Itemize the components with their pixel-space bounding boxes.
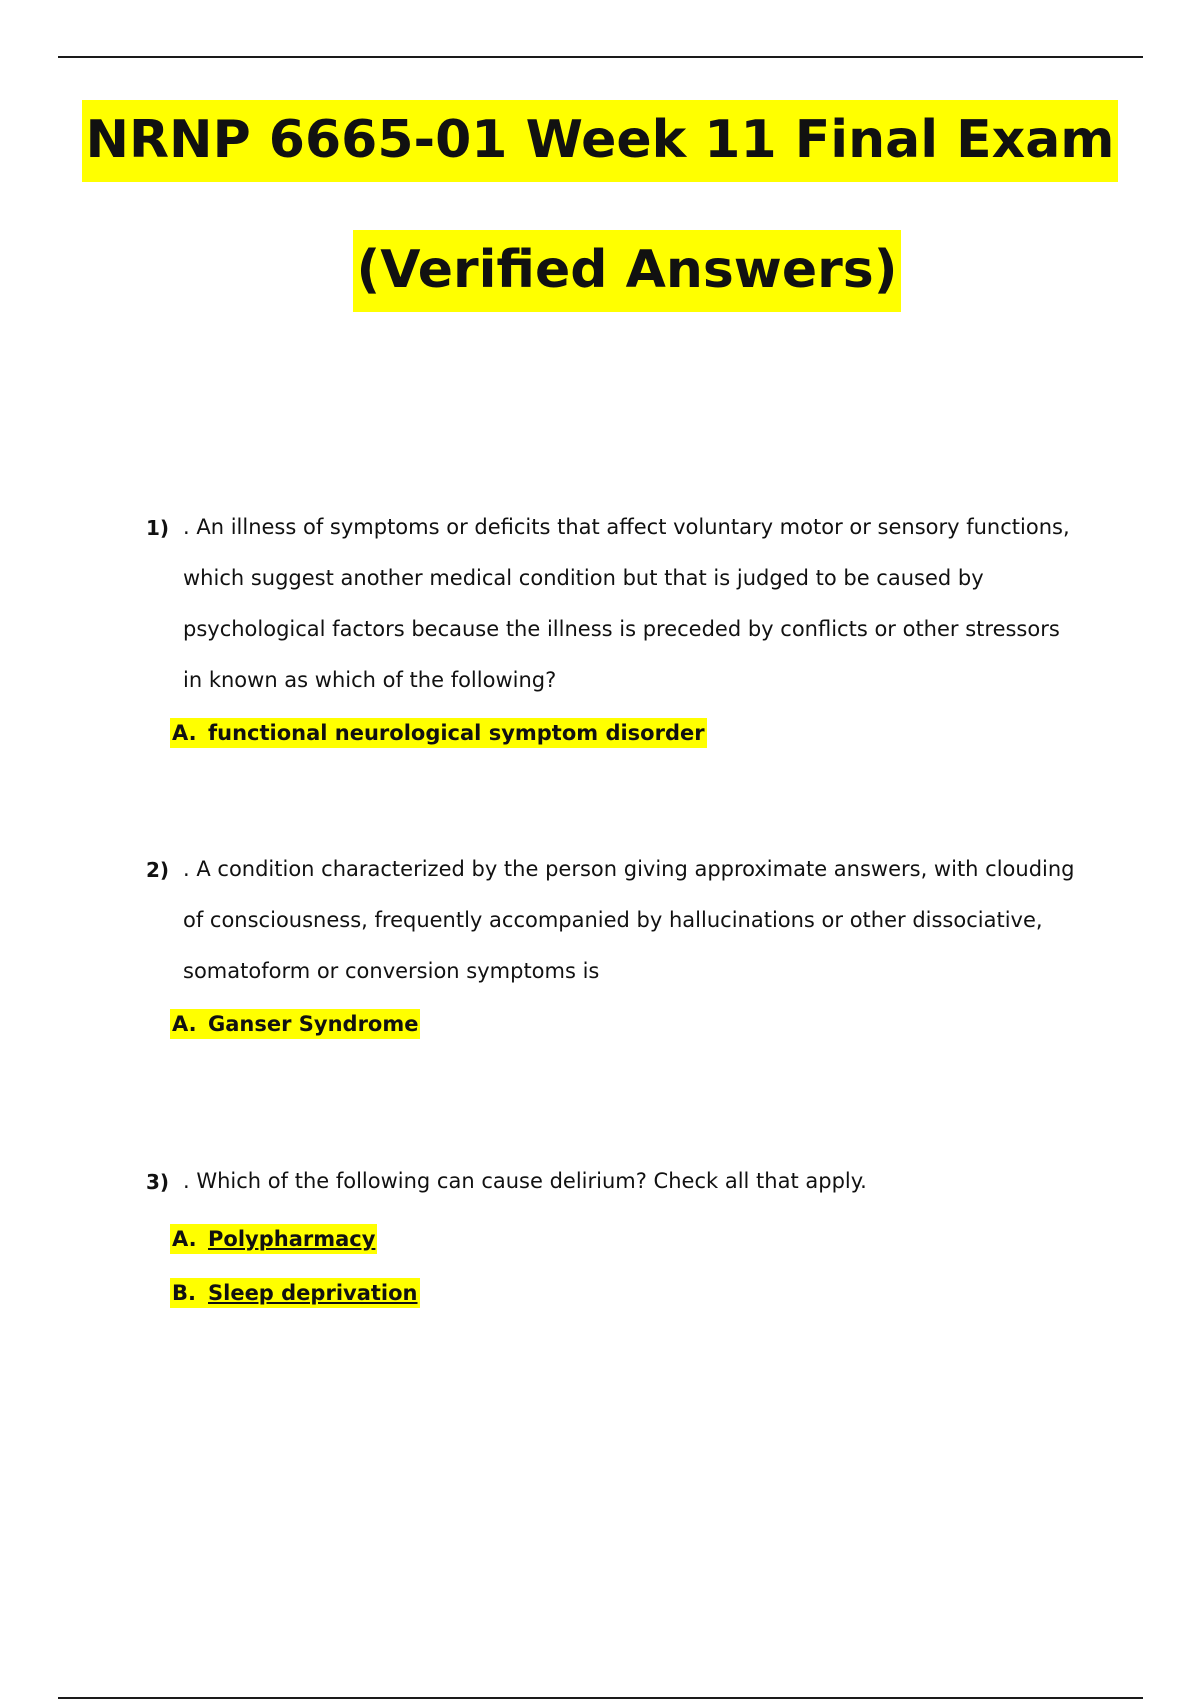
question-number: 1) — [146, 516, 170, 540]
question-text: . Which of the following can cause delirium? Check all that apply. — [183, 1169, 867, 1193]
answer-letter: B. — [172, 1281, 196, 1305]
answer-letter: A. — [172, 721, 197, 745]
question-number: 2) — [146, 858, 170, 882]
question-3-answer-b — [170, 1278, 420, 1308]
title-line-2: (Verified Answers) — [353, 230, 902, 312]
answer-text: Polypharmacy — [208, 1227, 376, 1251]
answer-letter: A. — [172, 1227, 197, 1251]
question-2-answer-a — [170, 1009, 420, 1039]
question-text: . A condition characterized by the person giving approximate answers, with clouding of consciousness, frequently accompanied by hallucinations or other dissociative, somatoform or conversion symptoms is — [183, 857, 1075, 983]
answer-text: functional neurological symptom disorder — [208, 721, 705, 745]
answer-text: Sleep deprivation — [208, 1281, 418, 1305]
bottom-rule — [58, 1697, 1143, 1699]
answer-text: Ganser Syndrome — [208, 1012, 419, 1036]
question-1-answer-a — [170, 718, 707, 748]
top-rule — [58, 56, 1143, 58]
page-title — [0, 110, 1200, 170]
answer-letter: A. — [172, 1012, 197, 1036]
question-number: 3) — [146, 1170, 170, 1194]
question-text: . An illness of symptoms or deficits that affect voluntary motor or sensory functions, which suggest another medical condition but that is judged to be caused by psychological factors because the illness is preceded by conflicts or other stressors in known as which of the following? — [183, 515, 1070, 692]
title-line-1: NRNP 6665-01 Week 11 Final Exam — [82, 100, 1119, 182]
question-3-answer-a — [170, 1224, 377, 1254]
page-subtitle — [0, 240, 1200, 300]
